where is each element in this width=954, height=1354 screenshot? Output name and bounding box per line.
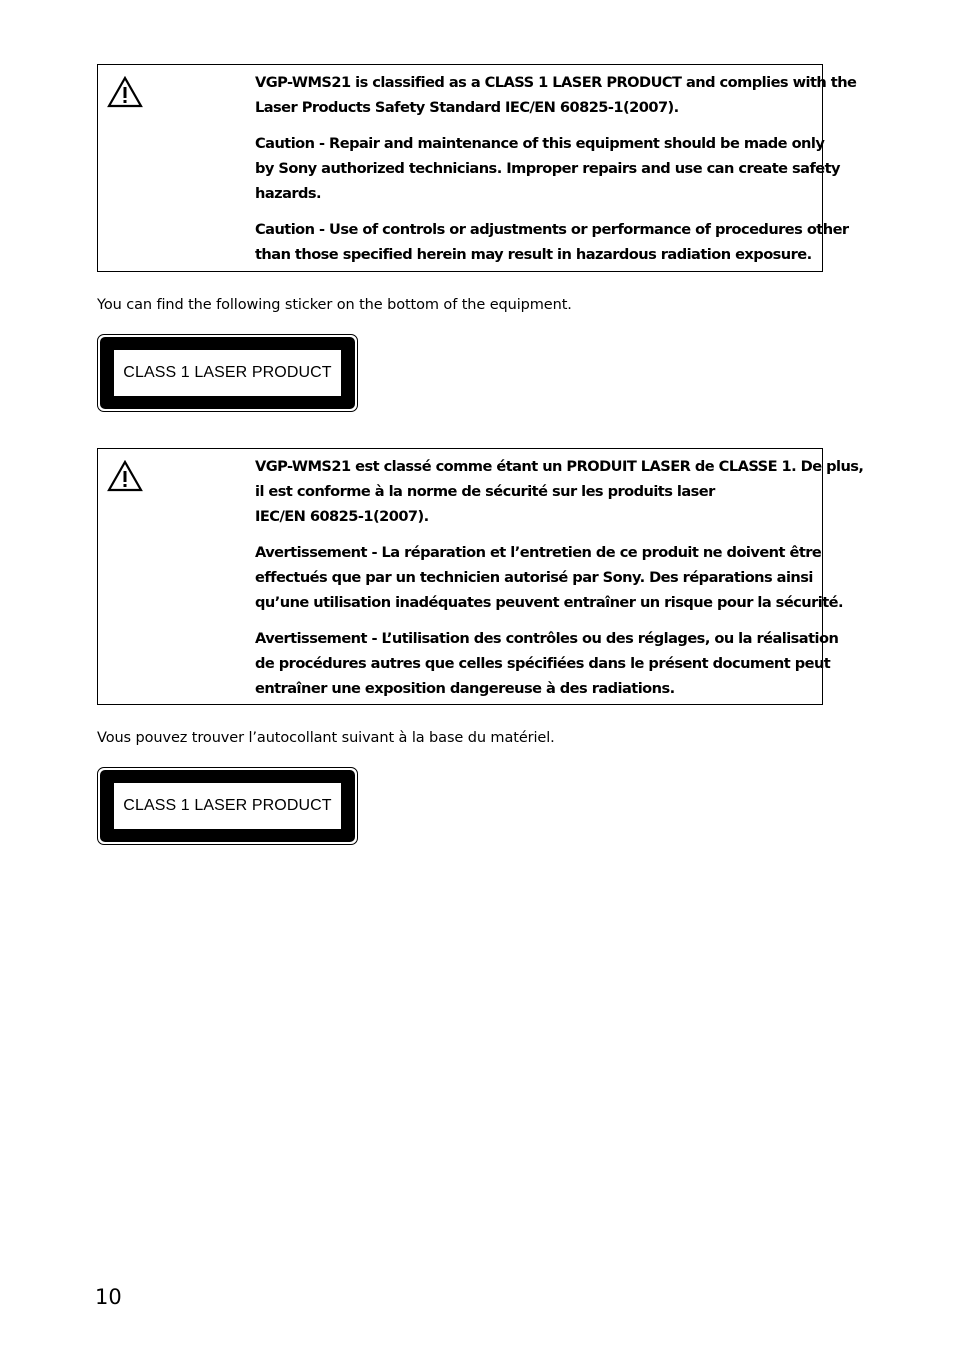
warning-text-french xyxy=(255,454,864,701)
text-line: Caution - Use of controls or adjustments or performance of procedures other xyxy=(255,221,849,238)
text-line: Avertissement - L’utilisation des contrôles ou des réglages, ou la réalisation xyxy=(255,630,839,647)
text-line: VGP-WMS21 est classé comme étant un PRODUIT LASER de CLASSE 1. De plus, xyxy=(255,458,864,475)
warning-box-english xyxy=(97,64,857,272)
text-line: il est conforme à la norme de sécurité sur les produits laser xyxy=(255,483,715,500)
warning-triangle-icon xyxy=(107,460,143,492)
text-line: IEC/EN 60825-1(2007). xyxy=(255,508,429,525)
sticker-note-french: Vous pouvez trouver l’autocollant suivant à la base du matériel. xyxy=(97,730,555,746)
text-line: qu’une utilisation inadéquates peuvent entraîner un risque pour la sécurité. xyxy=(255,594,843,611)
sticker-label-box xyxy=(114,783,341,829)
warning-paragraph-controls xyxy=(255,626,839,701)
page-number: 10 xyxy=(95,1285,122,1309)
warning-box-french xyxy=(97,448,864,705)
laser-sticker-english xyxy=(97,334,358,412)
laser-sticker-french xyxy=(97,767,358,845)
warning-paragraph-repair xyxy=(255,540,843,615)
warning-text-english xyxy=(255,70,857,267)
warning-paragraph-classification xyxy=(255,70,857,120)
sticker-border xyxy=(100,337,355,409)
sticker-note-english: You can find the following sticker on the bottom of the equipment. xyxy=(97,297,572,313)
sticker-text: CLASS 1 LASER PRODUCT xyxy=(123,364,332,381)
text-line: than those specified herein may result in hazardous radiation exposure. xyxy=(255,246,812,263)
sticker-label-box xyxy=(114,350,341,396)
text-line: VGP-WMS21 is classified as a CLASS 1 LASER PRODUCT and complies with the xyxy=(255,74,857,91)
text-line: effectués que par un technicien autorisé par Sony. Des réparations ainsi xyxy=(255,569,813,586)
sticker-text: CLASS 1 LASER PRODUCT xyxy=(123,797,332,814)
warning-triangle-icon xyxy=(107,76,143,108)
text-line: hazards. xyxy=(255,185,322,202)
sticker-border xyxy=(100,770,355,842)
text-line: Avertissement - La réparation et l’entretien de ce produit ne doivent être xyxy=(255,544,822,561)
text-line: entraîner une exposition dangereuse à des radiations. xyxy=(255,680,675,697)
text-line: Laser Products Safety Standard IEC/EN 60825-1(2007). xyxy=(255,99,679,116)
warning-paragraph-repair xyxy=(255,131,841,206)
text-line: Caution - Repair and maintenance of this equipment should be made only xyxy=(255,135,825,152)
warning-paragraph-classification xyxy=(255,454,864,529)
text-line: de procédures autres que celles spécifiées dans le présent document peut xyxy=(255,655,831,672)
text-line: by Sony authorized technicians. Improper repairs and use can create safety xyxy=(255,160,841,177)
warning-paragraph-controls xyxy=(255,217,849,267)
